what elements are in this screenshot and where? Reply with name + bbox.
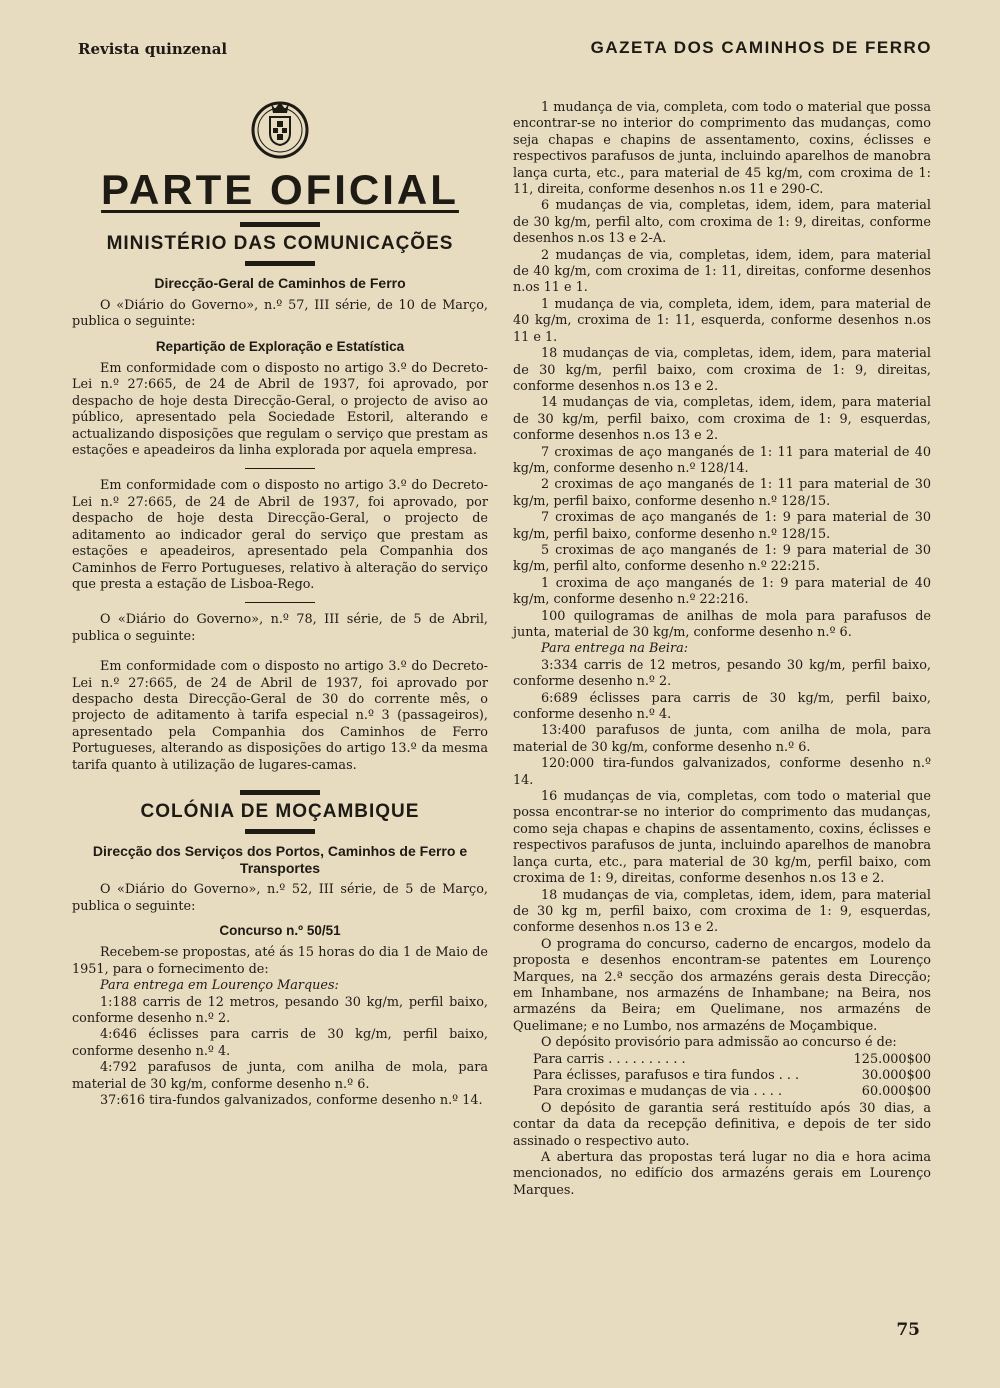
dsp-heading: Direcção dos Serviços dos Portos, Caminhos de Ferro e Transportes (92, 843, 468, 876)
paragraph: A abertura das propostas terá lugar no dia e hora acima mencionados, no edifício dos armazéns gerais em Lourenço Marques. (513, 1150, 931, 1198)
colonia-title: COLÓNIA DE MOÇAMBIQUE (140, 800, 420, 822)
paragraph: O depósito de garantia será restituído após 30 dias, a contar da data da recepção definitiva, e depois de ter sido assinado o respectivo auto. (513, 1100, 931, 1149)
divider (245, 261, 315, 266)
left-column (72, 95, 488, 1109)
portuguese-coat-of-arms-icon (245, 95, 315, 161)
paragraph: Em conformidade com o disposto no artigo 3.º do Decreto-Lei n.º 27:665, de 24 de Abril de 1937, foi aprovado, por despacho de hoje desta Direcção-Geral, o projecto de aditamento ao indicador geral do serviço que prestam as estações e apeadeiros, apresentado pela Companhia dos Caminhos de Ferro Portugueses, relativo à alteração do serviço que presta a estação de Lisboa-Rego. (72, 478, 488, 592)
paragraph: O «Diário do Governo», n.º 52, III série, de 5 de Março, publica o seguinte: (72, 882, 488, 914)
deposit-label: Para carris . . . . . . . . . . (533, 1051, 686, 1067)
running-head-right: GAZETA DOS CAMINHOS DE FERRO (590, 38, 932, 57)
list-item: 7 croximas de aço manganés de 1: 11 para material de 40 kg/m, conforme desenho n.º 128/14. (513, 444, 931, 476)
list-item: 3:334 carris de 12 metros, pesando 30 kg/m, perfil baixo, conforme desenho n.º 2. (513, 657, 931, 690)
list-item: 37:616 tira-fundos galvanizados, conforme desenho n.º 14. (100, 1093, 483, 1109)
list-item: 100 quilogramas de anilhas de mola para parafusos de junta, material de 30 kg/m, conforme desenho n.º 6. (513, 608, 931, 640)
running-head-left: Revista quinzenal (78, 40, 228, 58)
divider (240, 790, 320, 795)
divider (245, 829, 315, 834)
list-item: 13:400 parafusos de junta, com anilha de mola, para material de 30 kg/m, conforme desenho n.º 6. (513, 723, 931, 755)
paragraph: O depósito provisório para admissão ao concurso é de: (541, 1035, 897, 1051)
divider (245, 602, 315, 603)
list-item: 18 mudanças de via, completas, idem, idem, para material de 30 kg/m, perfil baixo, com croxima de 1: 9, direitas, conforme desenhos n.os 13 e 2. (513, 346, 931, 394)
list-item: 2 mudanças de via, completas, idem, idem, para material de 40 kg/m, com croxima de 1: 11, direitas, conforme desenhos n.os 11 e 1. (513, 247, 931, 296)
divider (245, 468, 315, 469)
list-item: 6:689 éclisses para carris de 30 kg/m, perfil baixo, conforme desenho n.º 4. (513, 690, 931, 723)
concurso-heading: Concurso n.º 50/51 (219, 923, 341, 938)
deposit-value: 30.000$00 (861, 1067, 931, 1083)
deposit-value: 125.000$00 (853, 1051, 931, 1067)
beira-subheading: Para entrega na Beira: (541, 641, 689, 657)
paragraph: O programa do concurso, caderno de encargos, modelo da proposta e desenhos encontram-se patentes em Lourenço Marques, na 2.ª secção dos armazéns gerais desta Direcção; em Inhambane, nos armazéns de Inhambane; na Beira, nos armazéns da Beira; em Quelimane, nos armazéns de Quelimane; e no Lumbo, nos armazéns de Moçambique. (513, 936, 931, 1034)
list-item: 1 croxima de aço manganés de 1: 9 para material de 40 kg/m, conforme desenho n.º 22:216. (513, 575, 931, 608)
deposit-row (513, 1084, 931, 1100)
list-item: 6 mudanças de via, completas, idem, idem, para material de 30 kg/m, perfil alto, com croxima de 1: 9, direitas, conforme desenhos n.os 13 e 2-A. (513, 198, 931, 247)
lm-subheading: Para entrega em Lourenço Marques: (100, 978, 339, 994)
list-item: 7 croximas de aço manganés de 1: 9 para material de 30 kg/m, perfil baixo, conforme desenho n.º 128/15. (513, 510, 931, 542)
deposit-value: 60.000$00 (861, 1084, 931, 1100)
deposit-row (513, 1068, 931, 1084)
list-item: 1 mudança de via, completa, idem, idem, para material de 40 kg/m, croxima de 1: 11, esquerda, conforme desenhos n.os 11 e 1. (513, 296, 931, 345)
paragraph: O «Diário do Governo», n.º 78, III série, de 5 de Abril, publica o seguinte: (72, 612, 488, 644)
list-item: 14 mudanças de via, completas, idem, idem, para material de 30 kg/m, perfil baixo, com croxima de 1: 9, esquerdas, conforme desenhos n.os 13 e 2. (513, 395, 931, 444)
section-masthead: PARTE OFICIAL (101, 166, 459, 213)
deposit-label: Para éclisses, parafusos e tira fundos . . . (533, 1067, 800, 1083)
list-item: 4:792 parafusos de junta, com anilha de mola, para material de 30 kg/m, conforme desenho n.º 6. (72, 1060, 488, 1092)
paragraph: Em conformidade com o disposto no artigo 3.º do Decreto-Lei n.º 27:665, de 24 de Abril de 1937, foi aprovado por despacho desta Direcção-Geral de 30 do corrente mês, o projecto de aditamento à tarifa especial n.º 3 (passageiros), apresentado pela Companhia dos Caminhos de Ferro Portugueses, alterando as disposições do artigo 13.º da mesma tarifa quanto à utilização de lugares-camas. (72, 659, 488, 773)
page-number: 75 (896, 1320, 920, 1340)
paragraph: Recebem-se propostas, até ás 15 horas do dia 1 de Maio de 1951, para o fornecimento de: (72, 945, 488, 977)
repartition-heading: Repartição de Exploração e Estatística (155, 338, 405, 354)
divider (240, 222, 320, 227)
paragraph: O «Diário do Governo», n.º 57, III série, de 10 de Março, publica o seguinte: (72, 297, 488, 330)
list-item: 4:646 éclisses para carris de 30 kg/m, perfil baixo, conforme desenho n.º 4. (72, 1027, 488, 1059)
list-item: 5 croximas de aço manganés de 1: 9 para material de 30 kg/m, perfil alto, conforme desenho n.º 22:215. (513, 542, 931, 575)
deposit-row (513, 1052, 931, 1068)
deposit-label: Para croximas e mudanças de via . . . . (533, 1084, 783, 1100)
list-item: 1 mudança de via, completa, com todo o material que possa encontrar-se no interior do comprimento das mudanças, como seja chapas e chapins de assentamento, coxins, éclisses e respectivos parafusos de junta, incluindo aparelhos de manobra lança curta, etc., para material de 45 kg/m, com croxima de 1: 11, direita, conforme desenhos n.os 11 e 290-C. (513, 100, 931, 198)
list-item: 2 croximas de aço manganés de 1: 11 para material de 30 kg/m, perfil baixo, conforme desenho n.º 128/15. (513, 477, 931, 509)
list-item: 16 mudanças de via, completas, com todo o material que possa encontrar-se no interior do comprimento das mudanças, como seja chapas e chapins de assentamento, coxins, éclisses e respectivos parafusos de junta, incluindo aparelhos de manobra lança curta, etc., para material de 30 kg/m, perfil baixo, com croxima de 1: 9, direitas, conforme desenhos n.os 13 e 2. (513, 789, 931, 887)
dgcf-heading: Direcção-Geral de Caminhos de Ferro (154, 275, 406, 292)
paragraph: Em conformidade com o disposto no artigo 3.º do Decreto-Lei n.º 27:665, de 24 de Abril de 1937, foi aprovado, por despacho de hoje desta Direcção-Geral, o projecto de aviso ao público, apresentado pela Sociedade Estoril, alterando e actualizando disposições que regulam o serviço que prestam as estações e apeadeiros da linha explorada por aquela empresa. (72, 361, 488, 459)
list-item: 1:188 carris de 12 metros, pesando 30 kg/m, perfil baixo, conforme desenho n.º 2. (72, 994, 488, 1027)
list-item: 120:000 tira-fundos galvanizados, conforme desenho n.º 14. (513, 756, 931, 788)
right-column (513, 100, 931, 1199)
ministry-title: MINISTÉRIO DAS COMUNICAÇÕES (106, 233, 454, 254)
list-item: 18 mudanças de via, completas, idem, idem, para material de 30 kg m, perfil baixo, com croxima de 1: 9, esquerdas, conforme desenhos n.os 13 e 2. (513, 887, 931, 936)
